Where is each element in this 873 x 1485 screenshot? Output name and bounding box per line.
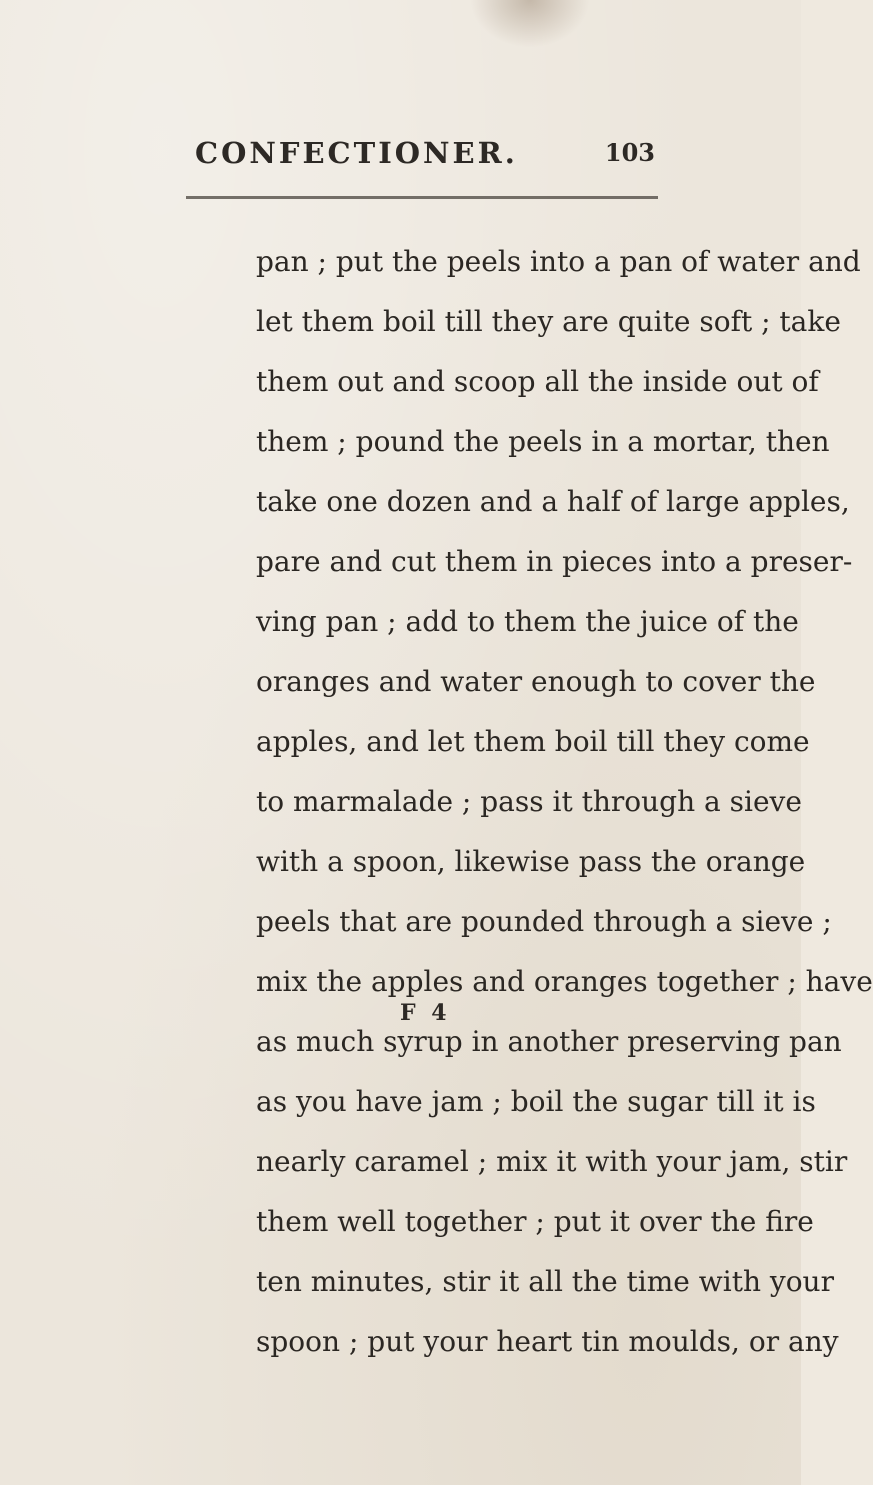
text-line: nearly caramel ; mix it with your jam, stir [256, 1145, 848, 1178]
text-line: pan ; put the peels into a pan of water and [256, 245, 861, 278]
text-line: oranges and water enough to cover the [256, 665, 816, 698]
page-number: 103 [604, 138, 655, 167]
text-line: them ; pound the peels in a mortar, then [256, 425, 830, 458]
page-stain [470, 0, 590, 48]
text-line: with a spoon, likewise pass the orange [256, 845, 806, 878]
text-line: ving pan ; add to them the juice of the [256, 605, 799, 638]
running-head-title: CONFECTIONER. [195, 136, 518, 170]
text-line: peels that are pounded through a sieve ; [256, 905, 832, 938]
text-line: them well together ; put it over the fire [256, 1205, 814, 1238]
text-line: them out and scoop all the inside out of [256, 365, 819, 398]
text-line: to marmalade ; pass it through a sieve [256, 785, 802, 818]
text-line: as much syrup in another preserving pan [256, 1025, 842, 1058]
text-line: ten minutes, stir it all the time with your [256, 1265, 834, 1298]
signature-mark: F 4 [400, 1000, 451, 1026]
text-line: spoon ; put your heart tin moulds, or any [256, 1325, 839, 1358]
running-head [195, 136, 655, 180]
text-line: apples, and let them boil till they come [256, 725, 810, 758]
text-line: pare and cut them in pieces into a preser- [256, 545, 853, 578]
body-text [256, 232, 873, 1372]
text-line: as you have jam ; boil the sugar till it is [256, 1085, 816, 1118]
text-line: mix the apples and oranges together ; have [256, 965, 873, 998]
text-line: let them boil till they are quite soft ; take [256, 305, 841, 338]
text-line: take one dozen and a half of large apples, [256, 485, 850, 518]
header-rule [186, 196, 658, 199]
